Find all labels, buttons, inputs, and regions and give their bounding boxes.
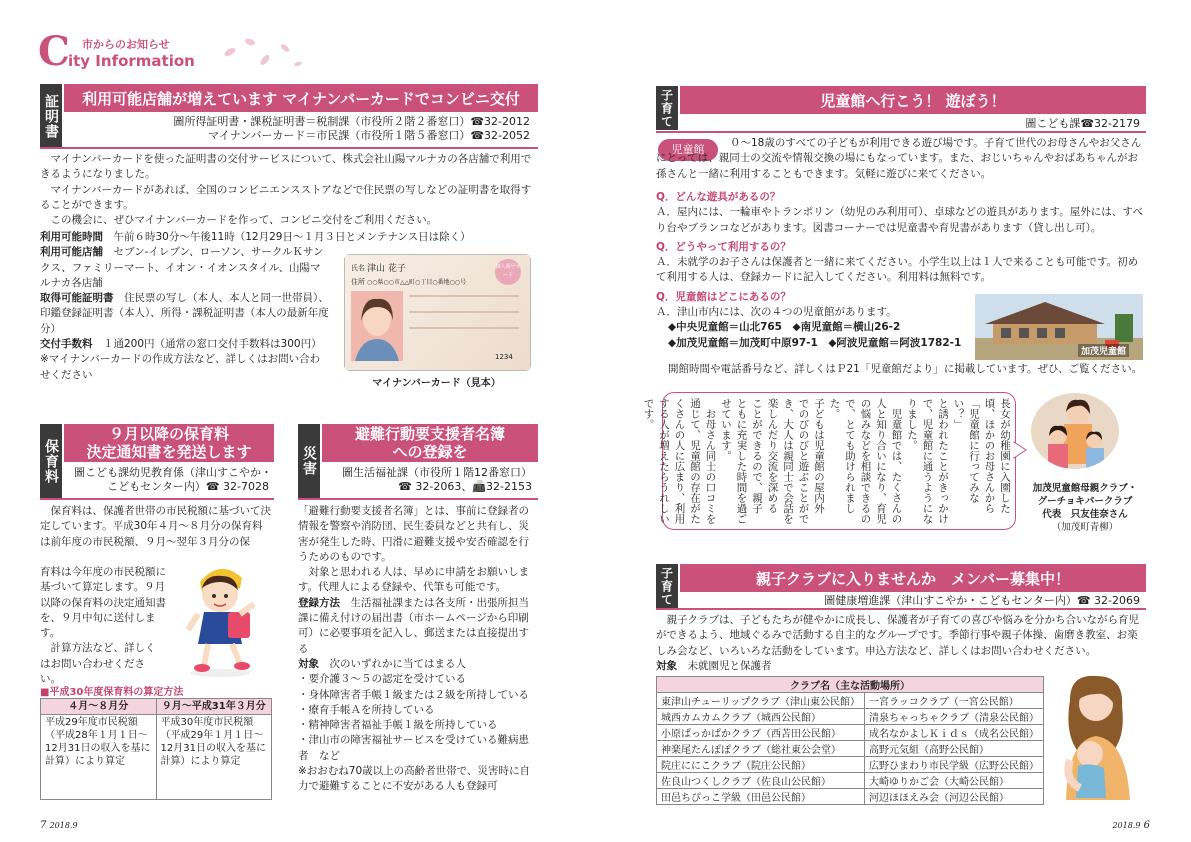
saigai-para: 対象と思われる人は、早めに申請をお願いします。代理人による登録や、代筆も可能です。 xyxy=(298,566,529,594)
saigai-target-item: ・津山市の障害福祉サービスを受けている難病患者 など xyxy=(298,734,529,762)
table-cell: 城西カムカムクラブ（城西公民館） xyxy=(657,709,865,725)
quote-line: 児童館では、たくさんの xyxy=(890,398,903,524)
saigai-divider xyxy=(298,498,538,500)
qa-question: Q．どんな遊具があるの？ xyxy=(656,191,781,203)
table-header-cell: ９月～平成31年３月分 xyxy=(156,699,272,715)
hoiku-para: 保育料は、保護者世帯の市民税額に基づいて決定しています。平成30年４月～８月分の保育料は前年度の市民税額、９月～翌年３月分の保 xyxy=(40,505,271,548)
mynumber-para: この機会に、ぜひマイナンバーカードを作って、コンビニ交付をご利用ください。 xyxy=(40,214,438,227)
quote-line: せています。 xyxy=(720,398,732,461)
club-rows xyxy=(657,693,1044,805)
table-row xyxy=(657,693,1044,709)
person-caption-line: 加茂児童館母親クラブ・ xyxy=(1032,483,1138,494)
qa-answer: Ａ．未就学のお子さんは保護者と一緒に来てください。小学生以上は１人で来ることも可能です。初めて利用する人は、登録カードに記入してください。利用料は無料です。 xyxy=(656,256,1139,284)
mynumber-para: マイナンバーカードを使った証明書の交付サービスについて、株式会社山陽マルナカの各店舗で利用できるようになりました。 xyxy=(40,153,532,181)
hoiku-para-cont: 育料は今年度の市民税額に基づいて算定します。９月以降の保育料の決定通知書を、９月中旬に送付します。 xyxy=(40,566,166,640)
item-label: 取得可能証明書 xyxy=(40,292,114,305)
quote-line: 通じて、児童館の存在がた xyxy=(689,398,701,524)
quote-text xyxy=(642,398,1012,528)
item-label: 利用可能店舗 xyxy=(40,246,103,259)
hoiku-table-title: ■平成30年度保育料の算定方法 xyxy=(40,687,184,698)
card-name-label: 氏名 xyxy=(351,264,365,272)
hoiku-divider xyxy=(40,498,274,500)
table-row xyxy=(657,757,1044,773)
item-label: 利用可能時間 xyxy=(40,231,103,243)
item-text: 午前６時30分～午後11時（12月29日～１月３日とメンテナンス日は除く） xyxy=(113,231,471,243)
mynumber-title: 利用可能店舗が増えています マイナンバーカードでコンビニ交付 xyxy=(64,84,538,112)
qa-question: Q．どうやって利用するの？ xyxy=(656,240,791,253)
quote-line: 人と知り合いになり、育児 xyxy=(875,398,887,524)
table-cell: 平成30年度市民税額（平成29年１月１日～12月31日の収入を基に計算）により算定 xyxy=(156,715,272,800)
table-cell: 広野ひまわり市民学級（広野公民館） xyxy=(865,757,1044,773)
saigai-target-item: ・精神障害者福祉手帳１級を所持している xyxy=(298,719,498,732)
table-header-row xyxy=(657,677,1044,693)
oyako-para: 親子クラブは、子どもたちが健やかに成長し、保護者が子育ての喜びや悩みを分かち合いながら育児ができるよう、地域ぐるみで活動する自主的なグループです。季節行事や親子体操、歯磨き教室、お楽しみ会など、いろいろな活動をしています。申込方法など、詳しくはお問い合わせください。 xyxy=(656,614,1139,657)
page-date: 2018.9 xyxy=(1112,821,1141,830)
mynumber-para: マイナンバーカードがあれば、全国のコンビニエンスストアなどで住民票の写しなどの証明書を取得することができます。 xyxy=(40,183,532,211)
mynumber-tag: 証明書 xyxy=(40,84,62,148)
table-header-row xyxy=(41,699,272,715)
mynumber-item xyxy=(40,291,330,337)
hoiku-fee-table xyxy=(40,698,272,800)
quote-line: の悩みなどを相談できるの xyxy=(859,398,872,524)
mynumber-card-image xyxy=(344,254,531,371)
quote-line: 子どもは児童館の屋内外 xyxy=(813,398,825,514)
page-number: 6 xyxy=(1143,820,1150,831)
qa-answer: Ａ．津山市内には、次の４つの児童館があります。 xyxy=(656,306,897,319)
person-caption-line: 代表 只友佳奈さん xyxy=(1042,509,1128,520)
card-face-photo xyxy=(351,291,403,361)
page-number: 7 xyxy=(40,820,47,831)
oyako-body xyxy=(656,613,1146,674)
jidokan-divider xyxy=(656,131,1146,133)
table-cell: 成名なかよしＫｉｄｓ（成名公民館） xyxy=(865,725,1044,741)
card-badge-text: 個人番号カード xyxy=(495,264,521,278)
kamo-photo-caption: 加茂児童館 xyxy=(1078,344,1129,357)
mynumber-divider xyxy=(40,147,538,149)
target-label: 対象 xyxy=(656,659,677,672)
quote-line: と誘われたことがきっかけ xyxy=(937,398,949,524)
jidokan-location: ◆加茂児童館＝加茂町中原97-1 ◆阿波児童館＝阿波1782-1 xyxy=(668,336,962,349)
saigai-method xyxy=(298,596,538,657)
quote-line: き、大人は親同士で会話を xyxy=(782,398,794,524)
mynumber-item xyxy=(40,245,330,291)
quote-pointer xyxy=(1014,440,1028,460)
quote-line: する人が増えたらうれしい xyxy=(658,398,670,524)
quote-columns xyxy=(643,398,1012,524)
hoiku-body-cont xyxy=(40,565,168,687)
saigai-title-line1: 避難行動要支援者名簿 xyxy=(354,425,505,443)
item-text: セブン-イレブン、ローソン、サークルＫサンクス、ファミリーマート、イオン・イオンスタイル、山陽マルナカ各店舗 xyxy=(40,246,324,289)
quote-line: ともに充実した時間を過ご xyxy=(735,398,748,524)
table-header-cell: ４月～８月分 xyxy=(41,699,157,715)
jidokan-intro-text: ０～18歳のすべての子どもが利用できる遊び場です。子育て世代のお母さんやお父さんにとっては、親同士の交流や情報交換の場にもなっています。また、おじいちゃんやおばあちゃんがお孫さんと一緒に利用することもできます。気軽に遊びに来てください。 xyxy=(656,137,1142,180)
quote-line: 楽しんだり交流を深める xyxy=(766,398,779,514)
mynumber-note: ※マイナンバーカードの作成方法など、詳しくはお問い合わせください xyxy=(40,353,321,381)
club-table xyxy=(656,676,1044,805)
table-row xyxy=(657,773,1044,789)
item-text: 住民票の写し（本人、本人と同一世帯員）、印鑑登録証明書（本人）、所得・課税証明書（本人の最新年度分） xyxy=(40,292,329,335)
saigai-dept-1: 圖生活福祉課（市役所１階12番窓口） xyxy=(342,466,532,479)
person-caption-line: グーチョキパークラブ xyxy=(1037,496,1133,507)
item-label: 交付手数料 xyxy=(40,338,93,351)
quote-line: りました。 xyxy=(906,398,918,451)
target-label: 対象 xyxy=(298,657,319,670)
table-cell: 東津山チューリップクラブ（津山東公民館） xyxy=(657,693,865,709)
jidokan-dept: 圖こども課☎32-2179 xyxy=(1025,117,1140,130)
mynumber-dept-1: 圖所得証明書・課税証明書＝税制課（市役所２階２番窓口）☎32-2012 xyxy=(173,115,530,128)
quote-line: 「児童館に行ってみない？」 xyxy=(952,398,980,503)
logo-initial: C xyxy=(38,28,70,75)
jidokan-location: ◆中央児童館＝山北765 ◆南児童館＝横山26-2 xyxy=(668,321,901,334)
target-text: 未就園児と保護者 xyxy=(687,659,772,672)
mynumber-card-caption: マイナンバーカード（見本） xyxy=(372,378,501,389)
table-cell: 小原ぱっかぱかクラブ（西苫田公民館） xyxy=(657,725,865,741)
saigai-para: 「避難行動要支援者名簿」とは、事前に登録者の情報を警察や消防団、民生委員などと共有し、災害が発生した時、円滑に避難支援や安否確認を行うためのものです。 xyxy=(298,505,529,563)
card-name: 津山 花子 xyxy=(367,264,406,274)
quote-line: でのびのびと遊ぶことがで xyxy=(797,398,810,524)
hoiku-body xyxy=(40,504,271,550)
jidokan-footer: 開館時間や電話番号など、詳しくはＰ21「児童館だより」に掲載しています。ぜひ、ご覧ください。 xyxy=(668,363,1143,375)
method-text: 生活福祉課または各支所・出張所担当課に備え付けの届出書（市ホームページから印刷可）に必要事項を記入し、郵送または直接提出する xyxy=(298,596,529,655)
petals-decoration xyxy=(210,30,310,75)
quote-line: 長女が幼稚園に入園した xyxy=(999,398,1011,514)
child-illustration xyxy=(170,548,270,678)
table-header-cell: クラブ名（主な活動場所） xyxy=(657,677,1044,693)
table-cell: 佐良山つくしクラブ（佐良山公民館） xyxy=(657,773,865,789)
hoiku-dept-1: 圖こども課幼児教育係（津山すこやか・ xyxy=(74,466,272,479)
saigai-title xyxy=(322,424,538,462)
table-row xyxy=(657,789,1044,805)
mynumber-body xyxy=(40,152,535,228)
card-addr-label: 住所 xyxy=(351,278,365,286)
card-badge xyxy=(495,259,521,285)
mother-baby-illustration xyxy=(1040,670,1146,800)
hoiku-dept-2: こどもセンター内）☎ 32-7028 xyxy=(107,480,269,493)
saigai-dept-2: ☎ 32-2063、📠32-2153 xyxy=(398,480,532,493)
method-label: 登録方法 xyxy=(298,596,340,609)
person-caption xyxy=(1022,482,1148,534)
logo-subtitle: 市からのお知らせ xyxy=(82,38,170,51)
jidokan-title: 児童館へ行こう！ 遊ぼう！ xyxy=(680,86,1146,114)
table-cell: 高野元気組（高野公民館） xyxy=(865,741,1044,757)
saigai-tag: 災害 xyxy=(298,424,320,498)
hoiku-tag: 保育料 xyxy=(40,424,62,498)
hoiku-title xyxy=(64,424,274,462)
page-date: 2018.9 xyxy=(49,821,78,830)
oyako-tag: 子育て xyxy=(656,564,678,608)
oyako-divider xyxy=(656,608,1146,610)
quote-line: で、児童館に通うようにな xyxy=(921,398,934,524)
saigai-note: ※おおむね70歳以上の高齢者世帯で、災害時に自力で避難することに不安がある人も登録可 xyxy=(298,765,530,793)
quote-line: お母さん同士の口コミを xyxy=(704,398,717,524)
quote-line: くさんの人に広まり、利用 xyxy=(673,398,686,524)
table-cell: 神楽尾たんぽぽクラブ（総社東公会堂） xyxy=(657,741,865,757)
jidokan-intro xyxy=(656,136,1146,182)
saigai-title-line2: への登録を xyxy=(392,443,468,461)
oyako-title: 親子クラブに入りませんか メンバー募集中！ xyxy=(680,564,1146,592)
table-cell: 院庄ににこクラブ（院庄公民館） xyxy=(657,757,865,773)
item-text: １通200円（通常の窓口交付手数料は300円） xyxy=(103,338,322,351)
hoiku-para: 計算方法など、詳しくはお問い合わせください。 xyxy=(40,642,156,686)
saigai-body xyxy=(298,504,538,795)
table-cell: 一宮ラッコクラブ（一宮公民館） xyxy=(865,693,1044,709)
mynumber-dept-2: マイナンバーカード＝市民課（市役所１階５番窓口）☎32-2052 xyxy=(208,129,530,142)
hoiku-title-line1: ９月以降の保育料 xyxy=(108,425,229,443)
jidokan-badge: 児童館 xyxy=(658,139,718,161)
table-cell: 大崎ゆりかご会（大崎公民館） xyxy=(865,773,1044,789)
left-page-number xyxy=(40,820,78,831)
hoiku-title-line2: 決定通知書を発送します xyxy=(86,443,252,461)
saigai-target xyxy=(298,657,538,672)
quote-line: ことができるので、親子 xyxy=(751,398,763,514)
quote-line: です。 xyxy=(642,398,655,430)
saigai-target-item: ・療育手帳Ａを所持している xyxy=(298,703,435,716)
table-row xyxy=(41,715,272,800)
qa-answer: Ａ．屋内には、一輪車やトランポリン（幼児のみ利用可）、卓球などの遊具があります。屋外には、すべり台やブランコなどがあります。図書コーナーでは児童書や育児書があります（貸し出し可）。 xyxy=(656,206,1143,234)
table-row xyxy=(657,741,1044,757)
saigai-target-item: ・身体障害者手帳１級または２級を所持している xyxy=(298,688,529,701)
table-cell: 田邑ちぴっこ学級（田邑公民館） xyxy=(657,789,865,805)
table-cell: 清泉ちゃっちゃクラブ（清泉公民館） xyxy=(865,709,1044,725)
table-cell: 河辺ほほえみ会（河辺公民館） xyxy=(865,789,1044,805)
quote-line: で、とても助けられました。 xyxy=(828,398,856,514)
target-text: 次のいずれかに当てはまる人 xyxy=(329,657,466,670)
jidokan-tag: 子育て xyxy=(656,86,678,130)
qa-question: Q．児童館はどこにあるの？ xyxy=(656,290,791,303)
table-row xyxy=(657,725,1044,741)
card-addr: ○○県○○市△△町○丁目○番地○○号 xyxy=(367,279,467,286)
city-information-logo xyxy=(38,30,238,75)
card-number: 1234 xyxy=(495,353,513,361)
oyako-dept: 圖健康増進課（津山すこやか・こどもセンター内）☎ 32-2069 xyxy=(824,594,1140,607)
quote-line: 頃、ほかのお母さんから xyxy=(983,398,996,514)
right-page-number xyxy=(1100,820,1150,831)
table-cell: 平成29年度市民税額（平成28年１月１日～12月31日の収入を基に計算）により算定 xyxy=(41,715,157,800)
logo-text: ity Information xyxy=(68,52,195,70)
mynumber-item xyxy=(40,230,535,245)
table-row xyxy=(657,709,1044,725)
family-photo xyxy=(1030,392,1120,470)
mynumber-item xyxy=(40,337,330,352)
person-caption-line: （加茂町青柳） xyxy=(1051,522,1119,533)
saigai-target-item: ・要介護３～５の認定を受けている xyxy=(298,673,466,686)
